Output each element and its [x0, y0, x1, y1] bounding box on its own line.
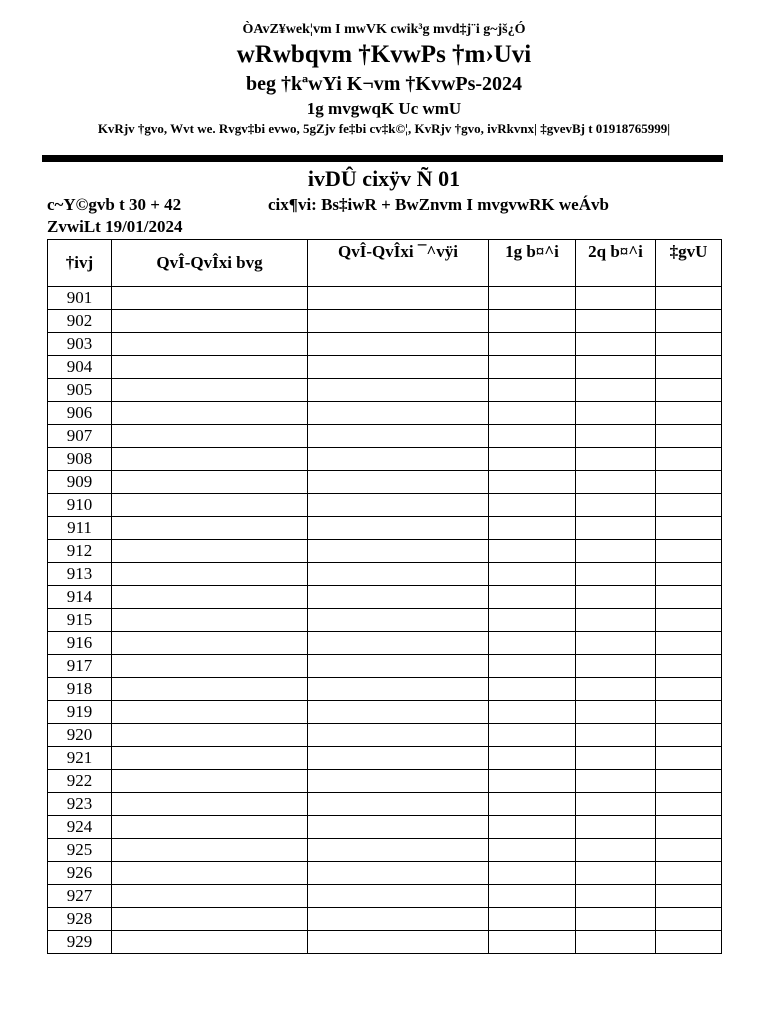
roll-cell: 915	[48, 609, 112, 632]
first-marks-cell[interactable]	[489, 356, 576, 379]
total-cell[interactable]	[656, 333, 722, 356]
roll-cell: 914	[48, 586, 112, 609]
signature-cell[interactable]	[308, 540, 489, 563]
second-marks-cell[interactable]	[576, 586, 656, 609]
name-cell[interactable]	[112, 862, 308, 885]
name-cell[interactable]	[112, 908, 308, 931]
total-cell[interactable]	[656, 494, 722, 517]
first-marks-cell[interactable]	[489, 287, 576, 310]
total-cell[interactable]	[656, 517, 722, 540]
signature-cell[interactable]	[308, 747, 489, 770]
full-marks: c~Y©gvb t 30 + 42	[47, 195, 182, 214]
name-cell[interactable]	[112, 425, 308, 448]
roll-cell: 904	[48, 356, 112, 379]
table-row	[48, 563, 722, 586]
first-marks-cell[interactable]	[489, 931, 576, 954]
first-marks-cell[interactable]	[489, 402, 576, 425]
first-marks-cell[interactable]	[489, 333, 576, 356]
address-line: KvRjv †gvo, Wvt we. Rvgv‡bi evwo, 5gZjv fe‡bi cv‡k©¦, KvRjv †gvo, ivRkvnx| ‡gvevBj t 01918765999|	[97, 121, 671, 136]
signature-cell[interactable]	[308, 333, 489, 356]
first-marks-cell[interactable]	[489, 747, 576, 770]
roll-cell: 905	[48, 379, 112, 402]
name-cell[interactable]	[112, 494, 308, 517]
roll-cell: 907	[48, 425, 112, 448]
first-marks-cell[interactable]	[489, 724, 576, 747]
first-marks-cell[interactable]	[489, 563, 576, 586]
total-cell[interactable]	[656, 287, 722, 310]
table-row	[48, 701, 722, 724]
name-cell[interactable]	[112, 632, 308, 655]
signature-cell[interactable]	[308, 862, 489, 885]
second-marks-cell[interactable]	[576, 563, 656, 586]
table-row	[48, 333, 722, 356]
table-row	[48, 862, 722, 885]
second-marks-cell[interactable]	[576, 310, 656, 333]
roll-cell: 902	[48, 310, 112, 333]
first-marks-cell[interactable]	[489, 471, 576, 494]
signature-cell[interactable]	[308, 402, 489, 425]
signature-cell[interactable]	[308, 517, 489, 540]
name-cell[interactable]	[112, 839, 308, 862]
first-marks-cell[interactable]	[489, 816, 576, 839]
name-cell[interactable]	[112, 678, 308, 701]
second-marks-cell[interactable]	[576, 816, 656, 839]
total-cell[interactable]	[656, 839, 722, 862]
second-marks-cell[interactable]	[576, 494, 656, 517]
motto-line: ÒAvZ¥wek¦vm I mwVK cwik³g mvd‡j¨i g~jš¿Ó	[242, 22, 526, 37]
roll-cell: 908	[48, 448, 112, 471]
results-title: ivDÛ cixÿv Ñ 01	[307, 166, 461, 191]
table-row	[48, 287, 722, 310]
name-cell[interactable]	[112, 517, 308, 540]
first-marks-cell[interactable]	[489, 678, 576, 701]
second-marks-cell[interactable]	[576, 356, 656, 379]
table-header-row	[48, 240, 722, 287]
signature-cell[interactable]	[308, 379, 489, 402]
total-cell[interactable]	[656, 448, 722, 471]
signature-cell[interactable]	[308, 701, 489, 724]
roll-cell: 925	[48, 839, 112, 862]
second-marks-cell[interactable]	[576, 448, 656, 471]
total-cell[interactable]	[656, 310, 722, 333]
name-cell[interactable]	[112, 540, 308, 563]
signature-cell[interactable]	[308, 586, 489, 609]
signature-cell[interactable]	[308, 609, 489, 632]
signature-cell[interactable]	[308, 494, 489, 517]
roll-cell: 903	[48, 333, 112, 356]
second-marks-cell[interactable]	[576, 931, 656, 954]
second-marks-cell[interactable]	[576, 793, 656, 816]
table-row	[48, 655, 722, 678]
name-cell[interactable]	[112, 563, 308, 586]
second-marks-cell[interactable]	[576, 862, 656, 885]
table-row	[48, 609, 722, 632]
table-row	[48, 517, 722, 540]
table-row	[48, 908, 722, 931]
second-marks-cell[interactable]	[576, 908, 656, 931]
signature-cell[interactable]	[308, 839, 489, 862]
total-cell[interactable]	[656, 356, 722, 379]
first-marks-cell[interactable]	[489, 609, 576, 632]
results-table	[47, 239, 722, 954]
second-marks-cell[interactable]	[576, 632, 656, 655]
second-marks-cell[interactable]	[576, 655, 656, 678]
table-row	[48, 448, 722, 471]
first-marks-cell[interactable]	[489, 770, 576, 793]
name-cell[interactable]	[112, 471, 308, 494]
roll-cell: 910	[48, 494, 112, 517]
table-row	[48, 356, 722, 379]
table-row	[48, 310, 722, 333]
second-marks-cell[interactable]	[576, 287, 656, 310]
name-cell[interactable]	[112, 448, 308, 471]
total-cell[interactable]	[656, 471, 722, 494]
first-marks-cell[interactable]	[489, 425, 576, 448]
total-cell[interactable]	[656, 609, 722, 632]
name-cell[interactable]	[112, 609, 308, 632]
name-cell[interactable]	[112, 287, 308, 310]
header-divider	[42, 155, 723, 162]
first-marks-cell[interactable]	[489, 908, 576, 931]
roll-cell: 927	[48, 885, 112, 908]
table-body	[48, 287, 722, 954]
total-cell[interactable]	[656, 747, 722, 770]
signature-cell[interactable]	[308, 425, 489, 448]
header-roll: †ivj	[48, 240, 112, 287]
signature-cell[interactable]	[308, 724, 489, 747]
header-second-marks: 2q b¤^i	[576, 240, 656, 287]
first-marks-cell[interactable]	[489, 586, 576, 609]
table-row	[48, 770, 722, 793]
total-cell[interactable]	[656, 908, 722, 931]
first-marks-cell[interactable]	[489, 379, 576, 402]
name-cell[interactable]	[112, 793, 308, 816]
exam-date: ZvwiLt 19/01/2024	[47, 217, 183, 236]
roll-cell: 906	[48, 402, 112, 425]
table-row	[48, 471, 722, 494]
table-row	[48, 494, 722, 517]
name-cell[interactable]	[112, 655, 308, 678]
roll-cell: 923	[48, 793, 112, 816]
first-marks-cell[interactable]	[489, 540, 576, 563]
total-cell[interactable]	[656, 701, 722, 724]
name-cell[interactable]	[112, 310, 308, 333]
signature-cell[interactable]	[308, 448, 489, 471]
total-cell[interactable]	[656, 379, 722, 402]
signature-cell[interactable]	[308, 770, 489, 793]
total-cell[interactable]	[656, 724, 722, 747]
total-cell[interactable]	[656, 931, 722, 954]
name-cell[interactable]	[112, 724, 308, 747]
table-row	[48, 931, 722, 954]
name-cell[interactable]	[112, 701, 308, 724]
table-row	[48, 678, 722, 701]
roll-cell: 928	[48, 908, 112, 931]
total-cell[interactable]	[656, 678, 722, 701]
roll-cell: 926	[48, 862, 112, 885]
table-row	[48, 425, 722, 448]
roll-cell: 919	[48, 701, 112, 724]
roll-cell: 916	[48, 632, 112, 655]
name-cell[interactable]	[112, 885, 308, 908]
second-marks-cell[interactable]	[576, 425, 656, 448]
roll-cell: 909	[48, 471, 112, 494]
first-marks-cell[interactable]	[489, 862, 576, 885]
roll-cell: 920	[48, 724, 112, 747]
signature-cell[interactable]	[308, 931, 489, 954]
total-cell[interactable]	[656, 816, 722, 839]
name-cell[interactable]	[112, 356, 308, 379]
first-marks-cell[interactable]	[489, 793, 576, 816]
total-cell[interactable]	[656, 402, 722, 425]
total-cell[interactable]	[656, 862, 722, 885]
signature-cell[interactable]	[308, 287, 489, 310]
name-cell[interactable]	[112, 931, 308, 954]
first-marks-cell[interactable]	[489, 310, 576, 333]
first-marks-cell[interactable]	[489, 839, 576, 862]
table-row	[48, 379, 722, 402]
first-marks-cell[interactable]	[489, 517, 576, 540]
roll-cell: 921	[48, 747, 112, 770]
roll-cell: 912	[48, 540, 112, 563]
class-subtitle: beg †kªwYi K¬vm †KvwPs-2024	[245, 73, 523, 95]
second-marks-cell[interactable]	[576, 402, 656, 425]
batch-label: 1g mvgwqK Uc wmU	[306, 99, 462, 118]
total-cell[interactable]	[656, 632, 722, 655]
roll-cell: 918	[48, 678, 112, 701]
roll-cell: 924	[48, 816, 112, 839]
roll-cell: 913	[48, 563, 112, 586]
table-row	[48, 632, 722, 655]
first-marks-cell[interactable]	[489, 701, 576, 724]
total-cell[interactable]	[656, 885, 722, 908]
first-marks-cell[interactable]	[489, 632, 576, 655]
header-student-name: QvÎ-QvÎxi bvg	[112, 240, 308, 287]
name-cell[interactable]	[112, 770, 308, 793]
institute-title: wRwbqvm †KvwPs †m›Uvi	[236, 41, 532, 68]
table-row	[48, 402, 722, 425]
header-total: ‡gvU	[656, 240, 722, 287]
signature-cell[interactable]	[308, 793, 489, 816]
second-marks-cell[interactable]	[576, 701, 656, 724]
name-cell[interactable]	[112, 816, 308, 839]
signature-cell[interactable]	[308, 908, 489, 931]
second-marks-cell[interactable]	[576, 609, 656, 632]
second-marks-cell[interactable]	[576, 333, 656, 356]
second-marks-cell[interactable]	[576, 770, 656, 793]
roll-cell: 911	[48, 517, 112, 540]
total-cell[interactable]	[656, 563, 722, 586]
total-cell[interactable]	[656, 540, 722, 563]
name-cell[interactable]	[112, 747, 308, 770]
roll-cell: 917	[48, 655, 112, 678]
signature-cell[interactable]	[308, 655, 489, 678]
header-signature: QvÎ-QvÎxi ¯^vÿi	[308, 240, 489, 287]
roll-cell: 929	[48, 931, 112, 954]
second-marks-cell[interactable]	[576, 379, 656, 402]
signature-cell[interactable]	[308, 356, 489, 379]
signature-cell[interactable]	[308, 885, 489, 908]
name-cell[interactable]	[112, 379, 308, 402]
second-marks-cell[interactable]	[576, 517, 656, 540]
roll-cell: 922	[48, 770, 112, 793]
header-first-marks: 1g b¤^i	[489, 240, 576, 287]
signature-cell[interactable]	[308, 632, 489, 655]
second-marks-cell[interactable]	[576, 471, 656, 494]
name-cell[interactable]	[112, 402, 308, 425]
table-row	[48, 540, 722, 563]
table-row	[48, 747, 722, 770]
signature-cell[interactable]	[308, 310, 489, 333]
second-marks-cell[interactable]	[576, 724, 656, 747]
second-marks-cell[interactable]	[576, 540, 656, 563]
table-row	[48, 793, 722, 816]
table-row	[48, 839, 722, 862]
total-cell[interactable]	[656, 655, 722, 678]
signature-cell[interactable]	[308, 563, 489, 586]
second-marks-cell[interactable]	[576, 839, 656, 862]
total-cell[interactable]	[656, 425, 722, 448]
signature-cell[interactable]	[308, 816, 489, 839]
second-marks-cell[interactable]	[576, 678, 656, 701]
total-cell[interactable]	[656, 586, 722, 609]
first-marks-cell[interactable]	[489, 494, 576, 517]
table-row	[48, 586, 722, 609]
table-row	[48, 885, 722, 908]
second-marks-cell[interactable]	[576, 747, 656, 770]
first-marks-cell[interactable]	[489, 448, 576, 471]
total-cell[interactable]	[656, 770, 722, 793]
signature-cell[interactable]	[308, 678, 489, 701]
total-cell[interactable]	[656, 793, 722, 816]
examiner-subject: cix¶vi: Bs‡iwR + BwZnvm I mvgvwRK weÁvb	[268, 195, 609, 214]
name-cell[interactable]	[112, 333, 308, 356]
second-marks-cell[interactable]	[576, 885, 656, 908]
table-row	[48, 724, 722, 747]
name-cell[interactable]	[112, 586, 308, 609]
roll-cell: 901	[48, 287, 112, 310]
signature-cell[interactable]	[308, 471, 489, 494]
table-row	[48, 816, 722, 839]
first-marks-cell[interactable]	[489, 655, 576, 678]
first-marks-cell[interactable]	[489, 885, 576, 908]
